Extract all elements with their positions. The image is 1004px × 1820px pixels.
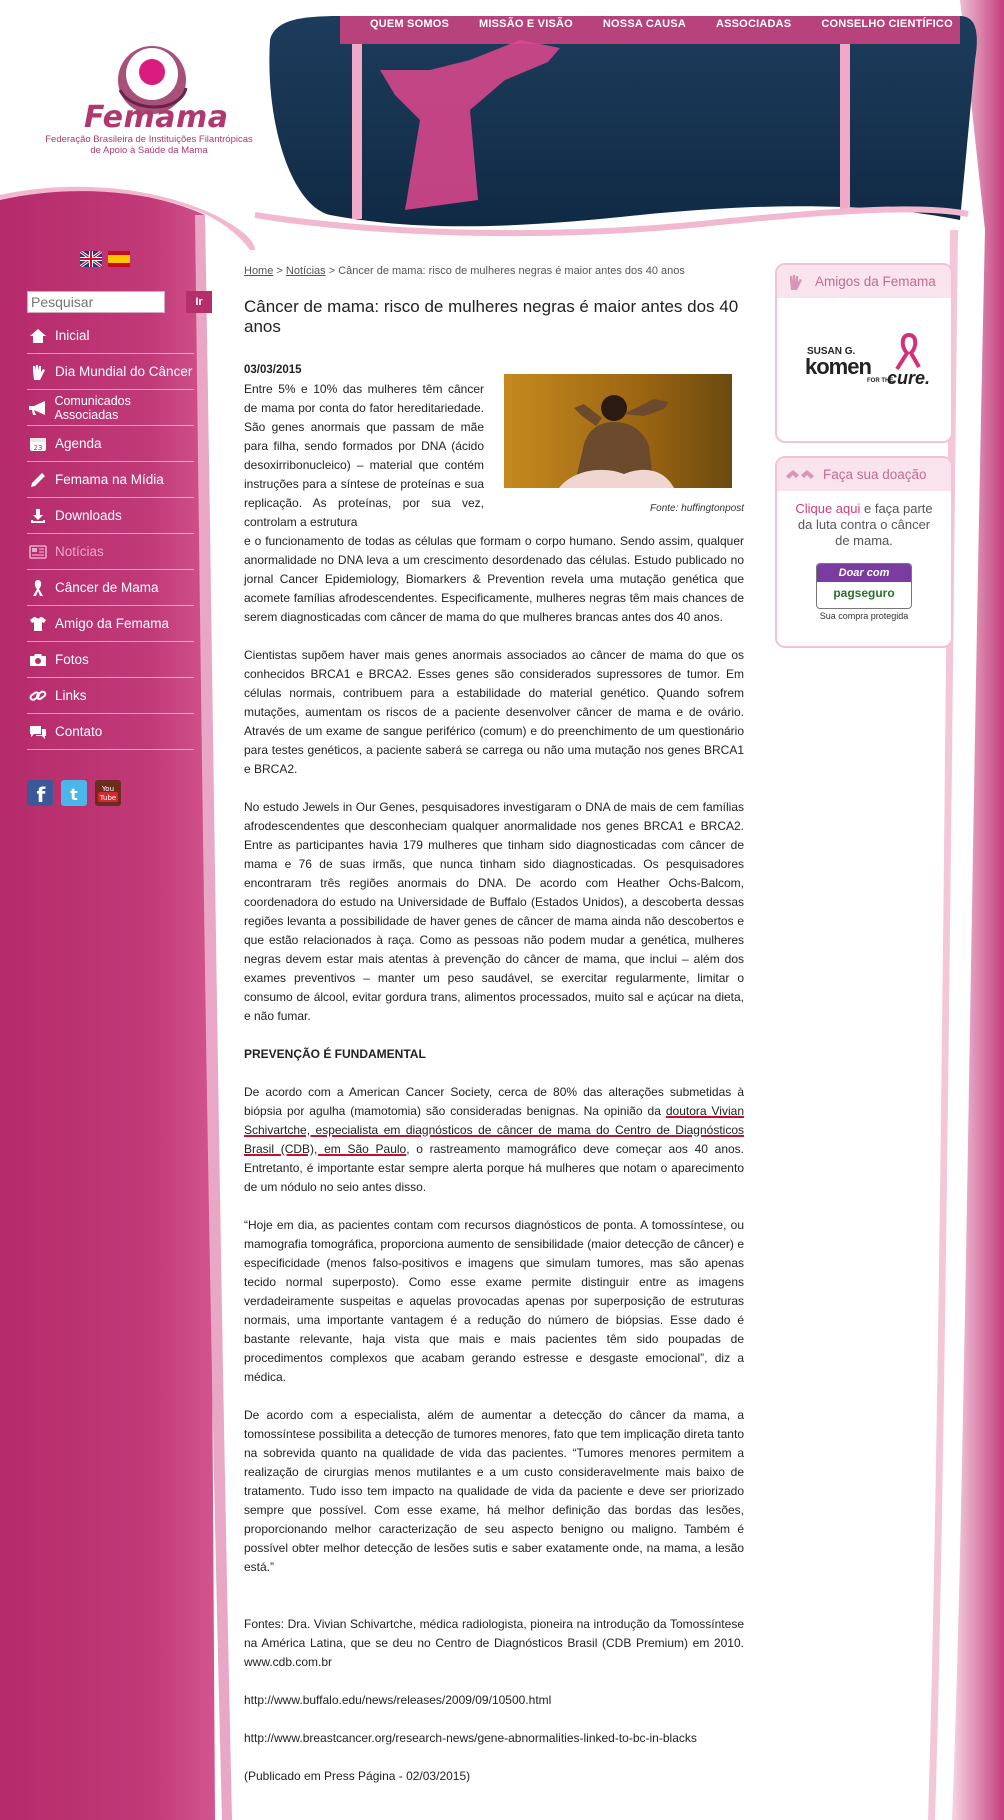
highlighted-quote-source: doutora Vivian Schivartche, especialista em diagnósticos de câncer de mama do Centro de Diagnósticos Brasil (CDB), em São Paulo <box>244 1104 744 1156</box>
facebook-icon[interactable] <box>27 780 53 806</box>
sidebar-item-label: Comunicados Associadas <box>54 393 131 422</box>
sidebar-item-label: Links <box>55 688 87 703</box>
download-icon <box>27 507 49 525</box>
top-navigation <box>370 18 983 30</box>
article-paragraph: “Hoje em dia, as pacientes contam com recursos diagnósticos de ponta. A tomossíntese, ou mamografia tomográfica, proporciona aumento de sensibilidade (maior detecção de câncer) e especificidade (menos falso-positivos e imagens que simulam tumores, mas são apenas tecido normal superposto). Como esse exame permite distinguir entre as imagens verdadeiramente suspeitas e aquelas provocadas apenas por superposição de estruturas normais, uma importante vantagem é a redução do número de biópsias. Esse dado é bastante relevante, haja vista que mais e mais pacientes têm sido poupadas de procedimentos complexos que acabam gerando estresse e desgaste emocional”, diz a médica. <box>244 1218 744 1384</box>
sidebar-item-fotos[interactable] <box>27 642 194 678</box>
link-icon <box>27 687 49 705</box>
sidebar-item-noticias[interactable] <box>27 534 194 570</box>
youtube-icon[interactable] <box>95 780 121 806</box>
sidebar-item-amigo-da-femama[interactable] <box>27 606 194 642</box>
search-button[interactable]: Ir <box>186 291 212 313</box>
calendar-icon <box>27 435 49 453</box>
sidebar-item-comunicados[interactable] <box>27 390 194 426</box>
sidebar-item-label: Fotos <box>55 652 89 667</box>
breadcrumb-current: Câncer de mama: risco de mulheres negras é maior antes dos 40 anos <box>338 265 685 277</box>
paragraph-text: , o rastreamento mamográfico deve começar aos 40 anos. Entretanto, é importante estar sempre alerta porque há mulheres que notam o aparecimento de um nódulo no seio antes disso. <box>244 1142 744 1194</box>
nav-quem-somos[interactable]: QUEM SOMOS <box>370 18 450 30</box>
source-link[interactable]: http://www.buffalo.edu/news/releases/2009/09/10500.html <box>244 1693 552 1707</box>
sidebar-item-label: Câncer de Mama <box>55 580 159 595</box>
sidebar-item-downloads[interactable] <box>27 498 194 534</box>
search-input[interactable] <box>27 291 165 313</box>
donation-description: e faça parte da luta contra o câncer de mama. <box>797 501 933 548</box>
komen-main: komen <box>805 354 871 379</box>
nav-associadas[interactable]: ASSOCIADAS <box>715 18 792 30</box>
article-date: 03/03/2015 <box>244 364 302 376</box>
newspaper-icon <box>27 543 49 561</box>
article-figure <box>504 374 744 518</box>
hands-icon <box>785 466 815 484</box>
search-form <box>27 291 203 313</box>
sidebar-item-inicial[interactable] <box>27 318 194 354</box>
sidebar-item-femama-na-midia[interactable] <box>27 462 194 498</box>
article-paragraph: e o funcionamento de todas as células que formam o corpo humano. Sendo assim, qualquer anormalidade no DNA leva a um crescimento desordenado das células. Estudo publicado no jornal Cancer Epidemiology, Biomarkers & Prevention revela uma mutação genética que acomete famílias afrodescendentes. Especificamente, mulheres negras têm mais chances de serem diagnosticadas com câncer de mama do que mulheres brancas antes dos 40 anos. <box>244 534 744 624</box>
komen-for: FOR THE <box>867 378 894 384</box>
sidebar-item-cancer-de-mama[interactable] <box>27 570 194 606</box>
article-paragraph: No estudo Jewels in Our Genes, pesquisadores investigaram o DNA de mais de cem famílias afrodescendentes que desconheciam qualquer anormalidade nos genes BRCA1 e BRCA2. Entre as participantes havia 179 mulheres que tinham sido diagnosticadas com câncer de mama e 76 de suas irmãs, que nunca tinham sido diagnosticadas. Os pesquisadores encontraram três regiões anormais do DNA. De acordo com Heather Ochs-Balcom, coordenadora do estudo na Universidade de Buffalo (Estados Unidos), a descoberta dessas regiões levanta a possibilidade de haver genes de câncer de mama ainda não descobertos e que estão relacionados à raça. Como as pessoas não podem mudar a genética, mulheres negras devem estar mais atentas à prevenção do câncer de mama, que inclui – além dos exames preventivos – manter um peso saudável, se exercitar regularmente, limitar o consumo de álcool, evitar gordura trans, alimentos processados, muito sal e açúcar na dieta, e não fumar. <box>244 800 744 1023</box>
sidebar-item-label: Downloads <box>55 508 122 523</box>
friends-box-header <box>777 265 951 298</box>
sidebar-item-label: Dia Mundial do Câncer <box>55 364 193 379</box>
chat-icon <box>27 723 49 741</box>
publication-note: (Publicado em Press Página - 02/03/2015) <box>244 1769 471 1783</box>
ribbon-icon <box>27 579 49 597</box>
sidebar-item-contato[interactable] <box>27 714 194 750</box>
pagseguro-note: Sua compra protegida <box>819 611 909 621</box>
sidebar-item-label: Inicial <box>55 328 90 343</box>
sidebar-item-label: Femama na Mídia <box>55 472 164 487</box>
source-link[interactable]: http://www.breastcancer.org/research-news/gene-abnormalities-linked-to-bc-in-blacks <box>244 1731 697 1745</box>
article-paragraph <box>244 1083 744 1197</box>
language-switcher <box>80 251 130 267</box>
article-sources: Fontes: Dra. Vivian Schivartche, médica radiologista, pioneira na introdução da Tomossíntese na América Latina, que se deu no Centro de Diagnósticos Brasil (CDB Premium) em 2010. www.cdb.com.br <box>244 1617 744 1669</box>
sidebar-item-label: Agenda <box>55 436 102 451</box>
sidebar-item-label: Amigo da Femama <box>55 616 170 631</box>
svg-text:23: 23 <box>33 443 43 452</box>
photo-caption: Fonte: huffingtonpost <box>650 503 744 514</box>
nav-conselho-cientifico[interactable]: CONSELHO CIENTÍFICO <box>821 18 953 30</box>
breadcrumb-news[interactable]: Notícias <box>285 265 326 277</box>
paragraph-text: De acordo com a American Cancer Society, cerca de 80% das alterações submetidas à biópsia por agulha (mamotomia) são consideradas benignas. Na opinião da <box>244 1085 744 1118</box>
sidebar-item-label: Notícias <box>55 544 104 559</box>
shirt-icon <box>27 615 49 633</box>
breadcrumb-home[interactable]: Home <box>244 265 274 277</box>
svg-text:f: f <box>36 783 46 806</box>
section-subheading: PREVENÇÃO É FUNDAMENTAL <box>244 1047 426 1061</box>
donation-link[interactable]: Clique aqui <box>795 501 861 516</box>
social-links <box>27 780 121 806</box>
pencil-icon <box>27 471 49 489</box>
friends-box-title: Amigos da Femama <box>815 274 936 289</box>
nav-missao-e-visao[interactable]: MISSÃO E VISÃO <box>479 18 573 30</box>
pagseguro-logo: pagseguro <box>833 586 895 600</box>
sidebar-item-dia-mundial[interactable] <box>27 354 194 390</box>
svg-text:Tube: Tube <box>99 794 117 802</box>
sidebar-item-links[interactable] <box>27 678 194 714</box>
donation-text <box>777 491 951 549</box>
breadcrumb: Home > Notícias > Câncer de mama: risco de mulheres negras é maior antes dos 40 anos <box>244 265 685 277</box>
donation-box-title: Faça sua doação <box>823 467 927 482</box>
nav-nossa-causa[interactable]: NOSSA CAUSA <box>602 18 686 30</box>
megaphone-icon <box>27 399 48 417</box>
hand-icon <box>785 273 807 291</box>
article-paragraph: Cientistas supõem haver mais genes anormais associados ao câncer de mama do que os conhecidos BRCA1 e BRCA2. Esses genes são considerados supressores de tumor. Em células normais, contribuem para a estabilidade do material genético. Quando sofrem mutações, aumentam os riscos de a paciente desenvolver câncer de mama e de ovário. Através de um exame de sangue periférico (comum) e do preenchimento de um questionário para testes genéticos, a paciente saberá se carrega ou não uma mutação nos genes BRCA1 e BRCA2. <box>244 648 744 776</box>
logo-subtitle: Federação Brasileira de Instituições Filantrópicas de Apoio à Saúde da Mama <box>45 134 253 156</box>
friends-box <box>775 263 953 443</box>
camera-icon <box>27 651 49 669</box>
article-photo <box>504 374 732 488</box>
article-paragraph: De acordo com a especialista, além de aumentar a detecção do câncer da mama, a tomossíntese possibilita a detecção de tumores menores, fato que tem implicação direta tanto na sobrevida quanto na qualidade de vida das pacientes. “Tumores menores permitem a realização de cirurgias menos mutilantes e a um custo consideravelmente mais baixo de tratamento. Tudo isso tem impacto na qualidade de vida da paciente e deve ser priorizado sempre que possível. Com esse exame, há melhor definição das bordas das lesões, proporcionando melhor caracterização de seu aspecto benigno ou maligno. Também é possível obter melhor detecção de lesões sutis e saber exatamente onde, na mama, a lesão está.” <box>244 1408 744 1574</box>
pagseguro-button-label: Doar com <box>817 564 911 582</box>
article-title: Câncer de mama: risco de mulheres negras é maior antes dos 40 anos <box>244 297 739 336</box>
komen-top: SUSAN G. <box>807 346 856 357</box>
article-content <box>244 262 744 1805</box>
pagseguro-donate-button[interactable] <box>816 563 912 609</box>
uk-flag-icon[interactable] <box>80 251 102 267</box>
hand-icon <box>27 363 49 381</box>
logo-wordmark: Femama <box>84 100 229 135</box>
ribbon-icon <box>889 333 923 373</box>
komen-logo[interactable] <box>777 298 951 418</box>
spain-flag-icon[interactable] <box>108 251 130 267</box>
sidebar-item-agenda[interactable] <box>27 426 194 462</box>
donation-box-header <box>777 458 951 491</box>
article-paragraph: Entre 5% e 10% das mulheres têm câncer de mama por conta do fator hereditariedade. São genes anormais que passam de mãe para filha, sendo formados por DNA (ácido desoxirribonucleico) – material que contém instruções para a síntese de proteínas e sua replicação. As proteínas, por sua vez, controlam a estrutura <box>244 382 484 529</box>
sidebar-item-label: Contato <box>55 724 103 739</box>
svg-text:t: t <box>70 785 78 804</box>
svg-text:You: You <box>101 785 115 793</box>
komen-cure: cure. <box>887 368 931 388</box>
twitter-icon[interactable] <box>61 780 87 806</box>
home-icon <box>27 327 49 345</box>
donation-box <box>775 456 953 648</box>
sidebar-menu <box>27 318 194 750</box>
